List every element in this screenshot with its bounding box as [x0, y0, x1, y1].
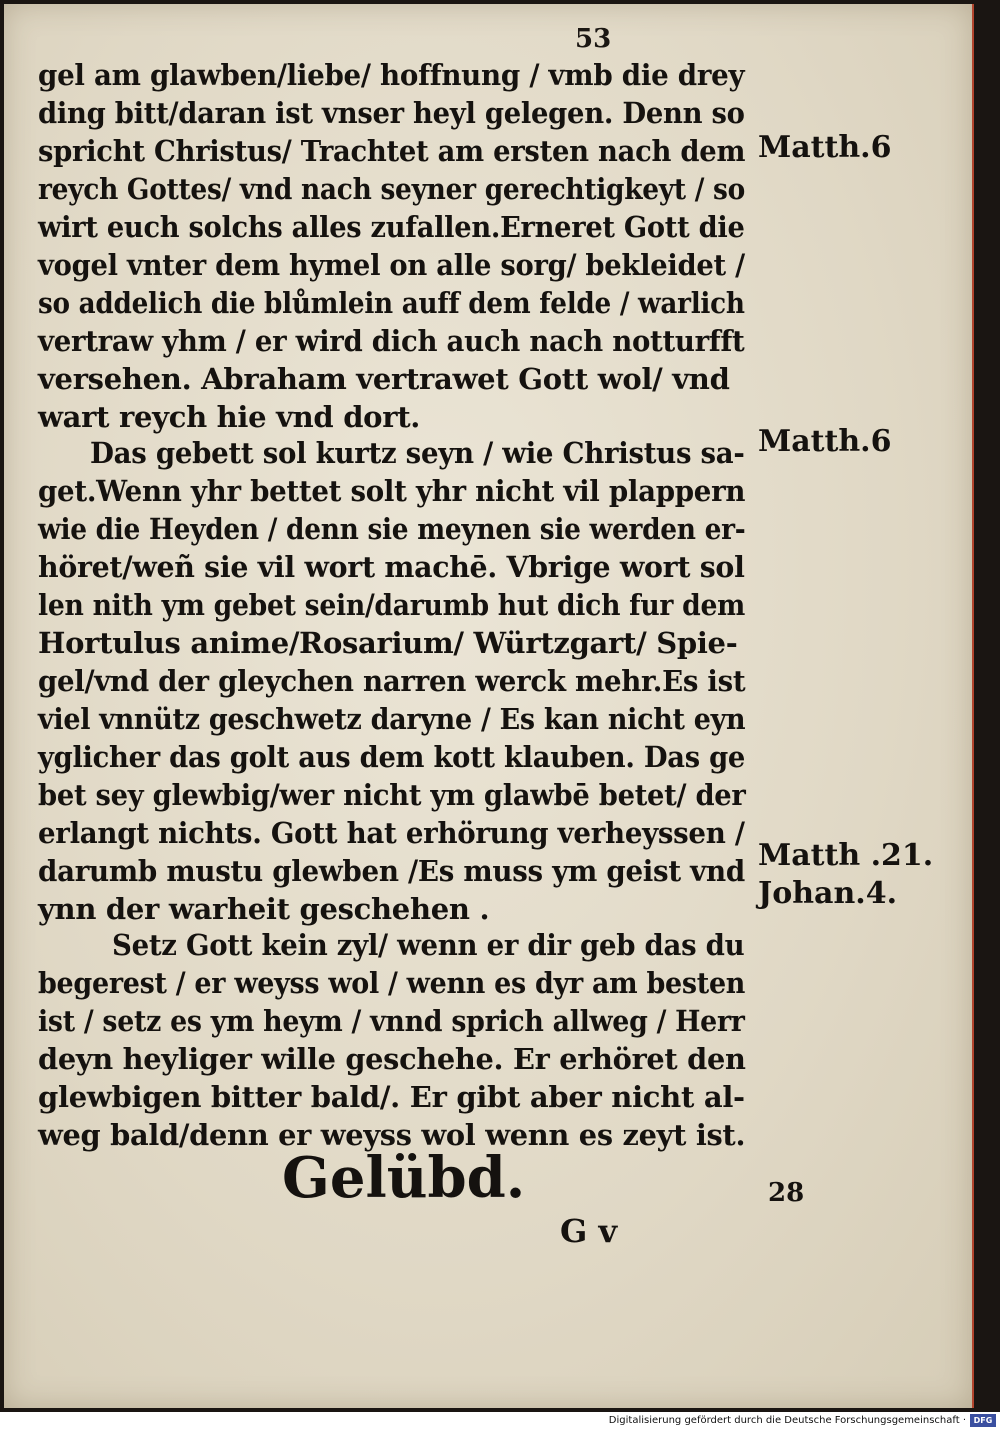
margin-note: Matth .21. — [758, 838, 934, 873]
text-line: Das gebett sol kurtz seyn / wie Christus sa- — [90, 436, 745, 470]
signature-mark: G v — [560, 1212, 618, 1250]
margin-note: Matth.6 — [758, 130, 892, 165]
text-line: ynn der warheit geschehen . — [38, 892, 490, 926]
text-line: deyn heyliger wille geschehe. Er erhöret den — [38, 1042, 746, 1076]
text-line: reych Gottes/ vnd nach seyner gerechtigkeyt / so — [38, 172, 746, 206]
text-line: höret/weñ sie vil wort machē. Vbrige wort sol — [38, 550, 745, 584]
text-line: viel vnnütz geschwetz daryne / Es kan nicht eyn — [38, 702, 746, 736]
dfg-logo-icon: DFG — [970, 1414, 996, 1427]
text-line: vertraw yhm / er wird dich auch nach notturfft — [38, 324, 745, 358]
text-line: wart reych hie vnd dort. — [38, 400, 421, 434]
text-line: wie die Heyden / denn sie meynen sie werden er- — [38, 512, 746, 546]
text-line: bet sey glewbig/wer nicht ym glawbē betet/ der — [38, 778, 746, 812]
text-line: ding bitt/daran ist vnser heyl gelegen. Denn so — [38, 96, 745, 130]
section-heading: Gelübd. — [282, 1145, 526, 1211]
text-line: len nith ym gebet sein/darumb hut dich fur dem — [38, 588, 746, 622]
text-line: darumb mustu glewben /Es muss ym geist vnd — [38, 854, 745, 888]
text-line: vogel vnter dem hymel on alle sorg/ bekleidet / — [38, 248, 745, 282]
text-line: glewbigen bitter bald/. Er gibt aber nicht al- — [38, 1080, 745, 1114]
text-line: erlangt nichts. Gott hat erhörung verheyssen / — [38, 816, 745, 850]
margin-note: Johan.4. — [758, 876, 898, 911]
funding-credit: Digitalisierung gefördert durch die Deutsche Forschungsgemeinschaft · — [608, 1415, 966, 1426]
text-line: get.Wenn yhr bettet solt yhr nicht vil plappern — [38, 474, 746, 508]
catchword: 28 — [768, 1178, 805, 1208]
margin-note: Matth.6 — [758, 424, 892, 459]
text-line: yglicher das golt aus dem kott klauben. Das ge — [38, 740, 746, 774]
text-line: begerest / er weyss wol / wenn es dyr am besten — [38, 966, 746, 1000]
text-line: Hortulus anime/Rosarium/ Würtzgart/ Spie- — [38, 626, 738, 660]
text-line: gel/vnd der gleychen narren werck mehr.Es ist — [38, 664, 746, 698]
text-line: ist / setz es ym heym / vnnd sprich allweg / Herr — [38, 1004, 745, 1038]
text-line: so addelich die blůmlein auff dem felde / warlich — [38, 286, 745, 320]
text-line: weg bald/denn er weyss wol wenn es zeyt ist. — [38, 1118, 746, 1152]
text-line: wirt euch solchs alles zufallen.Erneret Gott die — [38, 210, 745, 244]
text-line: versehen. Abraham vertrawet Gott wol/ vnd — [38, 362, 730, 396]
text-line: Setz Gott kein zyl/ wenn er dir geb das du — [112, 928, 745, 962]
page-number: 53 — [575, 24, 612, 54]
text-line: spricht Christus/ Trachtet am ersten nach dem — [38, 134, 746, 168]
text-line: gel am glawben/liebe/ hoffnung / vmb die drey — [38, 58, 745, 92]
